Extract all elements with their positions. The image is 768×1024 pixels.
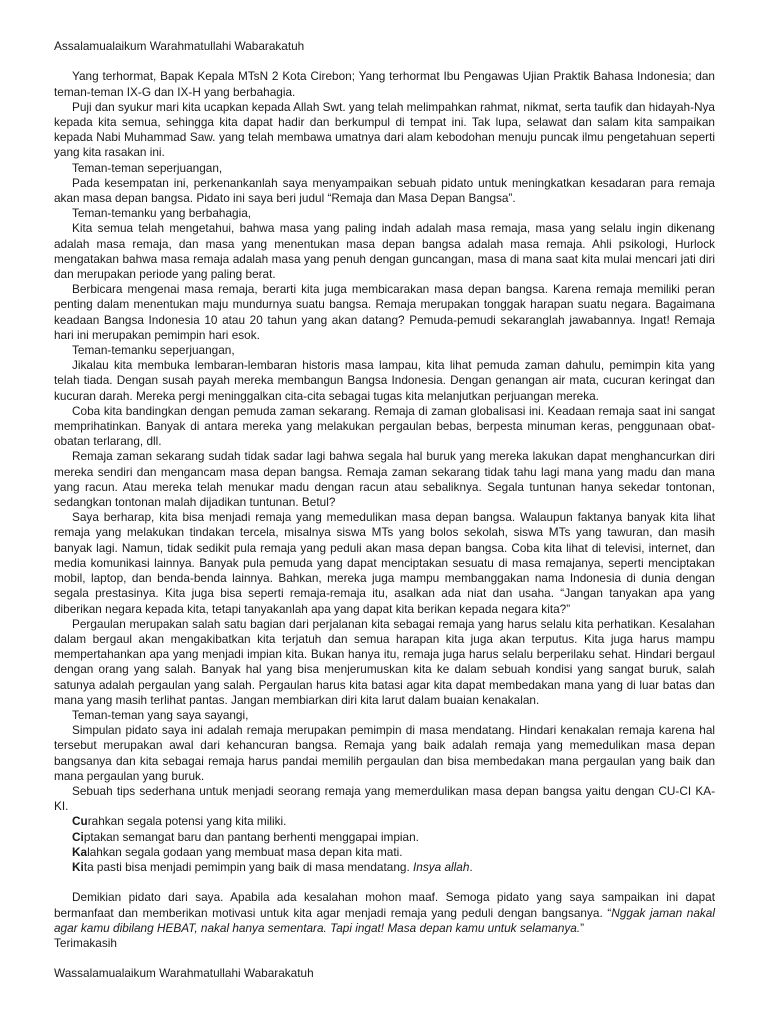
paragraph-comparison: Coba kita bandingkan dengan pemuda zaman sekarang. Remaja di zaman globalisasi ini. Keadaan remaja saat ini sangat memprihatinkan. Banyak di antara mereka yang melakukan pergaulan bebas, berpesta minuman keras, penggunaan obat-obatan terlarang, dll. xyxy=(54,403,715,449)
list-item: Ciptakan semangat baru dan pantang berhenti menggapai impian. xyxy=(72,829,419,844)
speech-body xyxy=(54,69,715,814)
paragraph-gratitude: Puji dan syukur mari kita ucapkan kepada Allah Swt. yang telah melimpahkan rahmat, nikmat, serta taufik dan hidayah-Nya kepada kita semua, sehingga kita dapat hadir dan berkumpul di tempat ini. Tak lupa, selawat dan salam kita sampaikan kepada Nabi Muhammad Saw. yang telah membawa umatnya dari alam kebodohan menuju puncak ilmu pengetahuan seperti yang kita rasakan ini. xyxy=(54,99,715,160)
list-item: Kita pasti bisa menjadi pemimpin yang baik di masa mendatang. Insya allah. xyxy=(72,859,473,874)
thanks-text: Terimakasih xyxy=(54,935,117,950)
closing-section xyxy=(54,890,715,951)
list-item: Kalahkan segala godaan yang membuat masa depan kita mati. xyxy=(72,844,403,859)
paragraph-address: Teman-teman yang saya sayangi, xyxy=(72,707,249,722)
paragraph-tips: Sebuah tips sederhana untuk menjadi seorang remaja yang memerdulikan masa depan bangsa yaitu dengan CU-CI KA-KI. xyxy=(54,783,715,814)
paragraph-history: Jikalau kita membuka lembaran-lembaran historis masa lampau, kita lihat pemuda zaman dahulu, pemimpin kita yang telah tiada. Dengan susah payah mereka membangun Bangsa Indonesia. Dengan genangan air mata, cucuran keringat dan kucuran darah. Mereka pergi meninggalkan cita-cita sebagai tugas kita melanjutkan perjuangan mereka. xyxy=(54,358,715,403)
paragraph-address: Teman-temanku seperjuangan, xyxy=(72,343,235,358)
closing-greeting: Wassalamualaikum Warahmatullahi Wabarakatuh xyxy=(54,966,314,981)
cuci-kaki-list xyxy=(54,814,715,875)
paragraph-closing: Demikian pidato dari saya. Apabila ada kesalahan mohon maaf. Semoga pidato yang saya sampaikan ini dapat bermanfaat dan memberikan motivasi untuk kita agar menjadi remaja yang peduli dengan bangsanya. “Nggak jaman nakal agar kamu dibilang HEBAT, nakal hanya sementara. Tapi ingat! Masa depan kamu untuk selamanya.” xyxy=(54,890,715,935)
paragraph-youth-period: Kita semua telah mengetahui, bahwa masa yang paling indah adalah masa remaja, masa yang selalu ingin dikenang adalah masa remaja, dan masa yang menentukan masa depan bangsa adalah masa remaja. Ahli psikologi, Hurlock mengatakan bahwa masa remaja adalah masa yang penuh dengan guncangan, masa di mana saat kita mulai mencari jati diri dan merupakan periode yang paling berat. xyxy=(54,221,715,282)
paragraph-future-nation: Berbicara mengenai masa remaja, berarti kita juga membicarakan masa depan bangsa. Karena remaja memiliki peran penting dalam menentukan maju mundurnya suatu bangsa. Remaja merupakan tonggak harapan suatu negara. Bagaimana keadaan Bangsa Indonesia 10 atau 20 tahun yang akan datang? Pemuda-pemudi sekaranglah jawabannya. Ingat! Remaja hari ini merupakan pemimpin hari esok. xyxy=(54,282,715,342)
paragraph-address: Teman-teman seperjuangan, xyxy=(72,160,223,175)
paragraph-conclusion: Simpulan pidato saya ini adalah remaja merupakan pemimpin di masa mendatang. Hindari kenakalan remaja karena hal tersebut merupakan awal dari kehancuran bangsa. Remaja yang baik adalah remaja yang memedulikan masa depan bangsanya dan kita sebagai remaja harus pandai memilih pergaulan dan bisa membedakan mana pergaulan yang baik dan mana pergaulan yang buruk. xyxy=(54,723,715,783)
closing-quote: Nggak jaman nakal agar kamu dibilang HEBAT, nakal hanya sementara. Tapi ingat! Masa depan kamu untuk selamanya. xyxy=(54,905,715,935)
paragraph-hope: Saya berharap, kita bisa menjadi remaja yang memedulikan masa depan bangsa. Walaupun faktanya banyak kita lihat remaja yang melakukan tindakan tercela, misalnya siswa MTs yang bolos sekolah, siswa MTs yang tawuran, dan masih banyak lagi. Namun, tidak sedikit pula remaja yang peduli akan masa depan bangsa. Coba kita lihat di televisi, internet, dan media komunikasi lainnya. Banyak pula pemuda yang dapat menciptakan sesuatu di masa remajanya, seperti menciptakan mobil, laptop, dan benda-benda lainnya. Bahkan, mereka juga mampu membanggakan nama Indonesia di dunia dengan segala prestasinya. Kita juga bisa seperti remaja-remaja itu, asalkan ada niat dan usaha. “Jangan tanyakan apa yang diberikan negara kepada kita, tetapi tanyakanlah apa yang dapat kita berikan kepada negara kita?” xyxy=(54,510,715,616)
paragraph-salutation: Yang terhormat, Bapak Kepala MTsN 2 Kota Cirebon; Yang terhormat Ibu Pengawas Ujian Praktik Bahasa Indonesia; dan teman-teman IX-G dan IX-H yang berbahagia. xyxy=(54,69,715,99)
paragraph-address: Teman-temanku yang berbahagia, xyxy=(72,206,252,221)
paragraph-social-life: Pergaulan merupakan salah satu bagian dari perjalanan kita sebagai remaja yang harus selalu kita perhatikan. Kesalahan dalam bergaul akan mengakibatkan kita terjatuh dan semua harapan kita juga akan terputus. Kita juga harus mampu mempertahankan apa yang menjadi impian kita. Bukan hanya itu, remaja juga harus selalu berperilaku sehat. Hindari bergaul dengan orang yang salah. Banyak hal yang bisa menjerumuskan kita ke dalam sebuah kondisi yang sangat buruk, salah satunya adalah pergaulan yang salah. Pergaulan harus kita batasi agar kita dapat membedakan mana yang di luar batas dan mana yang masih terlihat pantas. Jangan membiarkan diri kita larut dalam buaian kenakalan. xyxy=(54,616,715,707)
opening-greeting: Assalamualaikum Warahmatullahi Wabarakatuh xyxy=(54,39,305,53)
paragraph-modern-youth: Remaja zaman sekarang sudah tidak sadar lagi bahwa segala hal buruk yang mereka lakukan dapat menghancurkan diri mereka sendiri dan mengancam masa depan bangsa. Remaja zaman sekarang tidak tahu lagi mana yang madu dan mana yang racun. Atau mereka telah menukar madu dengan racun atau sebaliknya. Segala tuntunan hanya sekedar tontonan, sedangkan tontonan malah dijadikan tuntunan. Betul? xyxy=(54,449,715,510)
paragraph-introduction: Pada kesempatan ini, perkenankanlah saya menyampaikan sebuah pidato untuk meningkatkan kesadaran para remaja akan masa depan bangsa. Pidato ini saya beri judul “Remaja dan Masa Depan Bangsa”. xyxy=(54,175,715,206)
list-item: Curahkan segala potensi yang kita miliki. xyxy=(72,814,287,829)
